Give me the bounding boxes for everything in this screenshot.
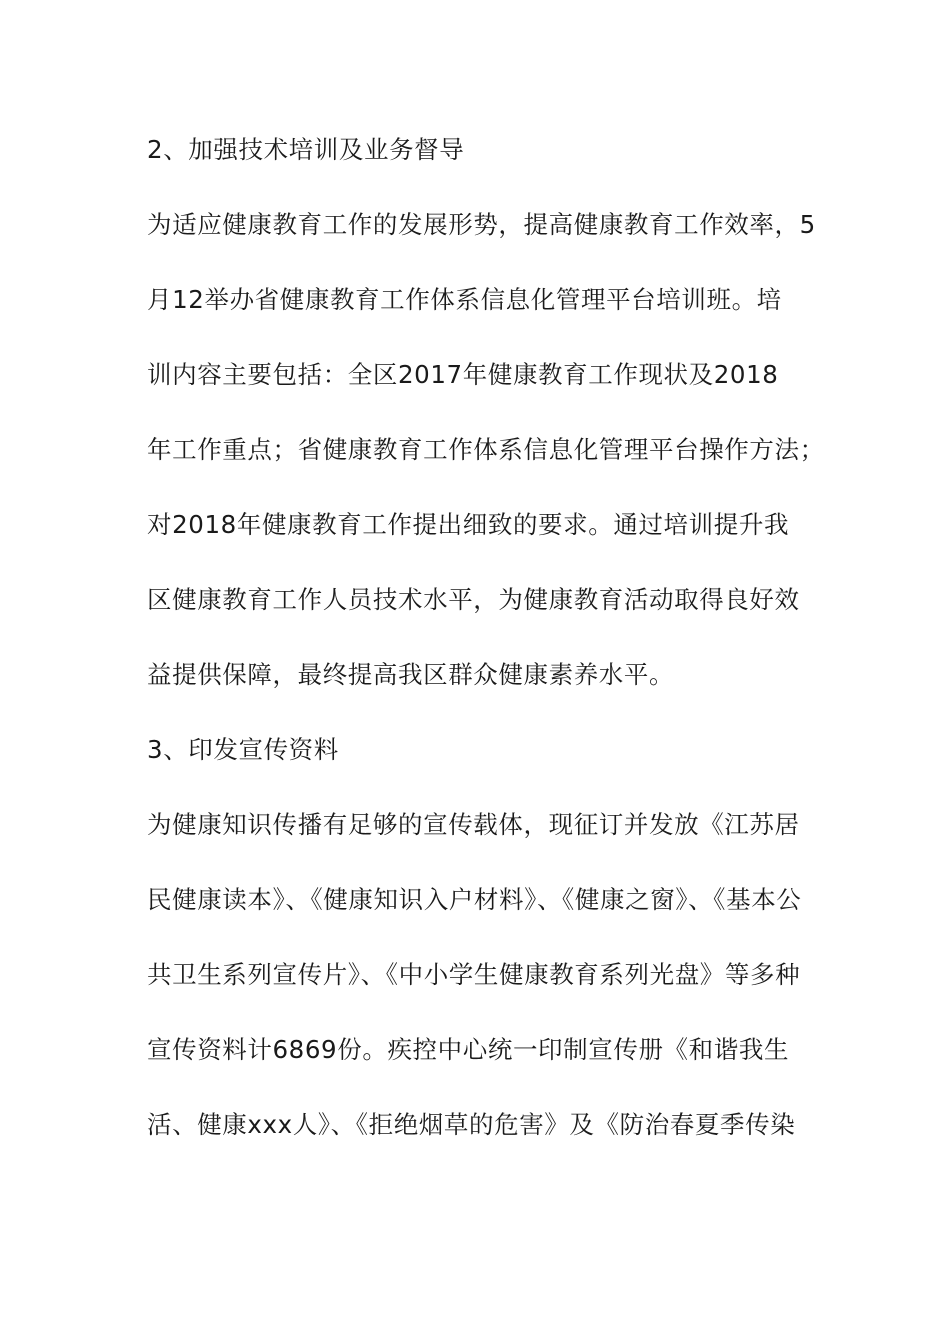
paragraph-line: 益提供保障，最终提高我区群众健康素养水平。 <box>147 660 675 689</box>
paragraph-line: 区健康教育工作人员技术水平，为健康教育活动取得良好效 <box>147 585 800 614</box>
paragraph-line: 训内容主要包括：全区2017年健康教育工作现状及2018 <box>147 360 779 389</box>
paragraph-line: 年工作重点；省健康教育工作体系信息化管理平台操作方法； <box>147 435 825 464</box>
paragraph-line: 共卫生系列宣传片》、《中小学生健康教育系列光盘》等多种 <box>147 960 801 989</box>
paragraph-line: 月12举办省健康教育工作体系信息化管理平台培训班。培 <box>147 285 782 314</box>
paragraph-line: 宣传资料计6869份。疾控中心统一印制宣传册《和谐我生 <box>147 1035 790 1064</box>
paragraph-line: 为适应健康教育工作的发展形势，提高健康教育工作效率，5 <box>147 210 816 239</box>
paragraph-line: 对2018年健康教育工作提出细致的要求。通过培训提升我 <box>147 510 790 539</box>
paragraph-line: 为健康知识传播有足够的宣传载体，现征订并发放《江苏居 <box>147 810 800 839</box>
section-heading-materials: 3、印发宣传资料 <box>147 735 339 764</box>
section-heading-training: 2、加强技术培训及业务督导 <box>147 135 465 164</box>
paragraph-line: 活、健康xxx人》、《拒绝烟草的危害》及《防治春夏季传染 <box>147 1110 796 1139</box>
paragraph-line: 民健康读本》、《健康知识入户材料》、《健康之窗》、《基本公 <box>147 885 802 914</box>
